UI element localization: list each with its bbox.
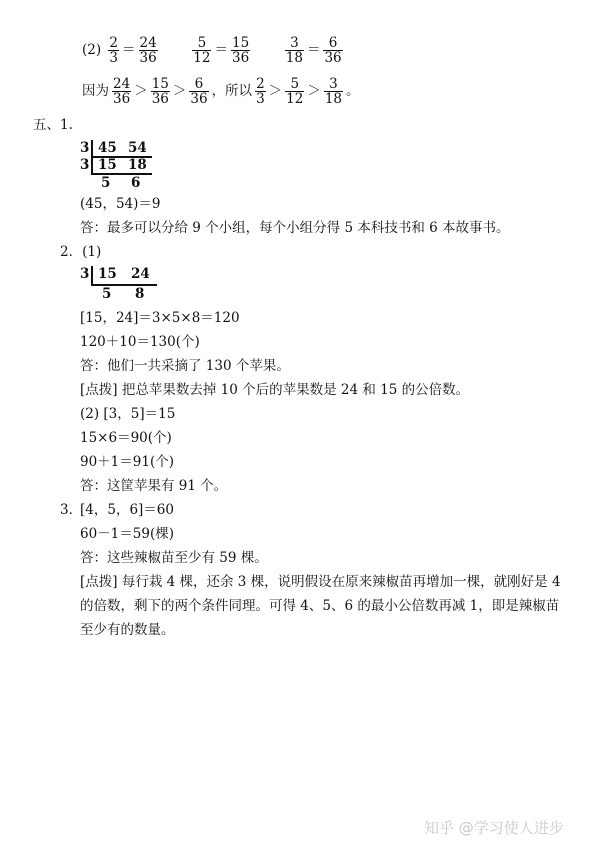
answer-text: 答：这些辣椒苗至少有 59 棵。 (80, 550, 268, 566)
divisor: 3 (80, 140, 90, 156)
quotient: 8 (135, 286, 145, 302)
text-line: 60－1＝59(棵) (80, 526, 174, 542)
hint-text: 的倍数，剩下的两个条件同理。可得 4、5、6 的最小公倍数再减 1，即是辣椒苗 (80, 598, 560, 614)
remainder: 6 (131, 175, 141, 191)
dividend: 24 (131, 266, 150, 282)
fraction: $\frac{15}{36}$ (231, 35, 250, 67)
part2-fraction-row: (2) $\frac{2}{3}$ ＝ $\frac{24}{36}$ $\frac{5}{12}$ ＝ $\frac{15}{36}$ $\frac{3}{18}$ ＝ $\frac{6}{36}$ (82, 35, 342, 67)
text-line: [4，5，6]＝60 (80, 502, 174, 518)
quotient: 15 (98, 157, 117, 173)
fraction: $\frac{6}{36}$ (190, 76, 208, 108)
hint-text: [点拨] 把总苹果数去掉 10 个后的苹果数是 24 和 15 的公倍数。 (80, 382, 470, 398)
text-line: 90＋1＝91(个) (80, 454, 174, 470)
quotient: 18 (128, 157, 147, 173)
part2-label: (2) (82, 41, 102, 58)
remainder: 5 (101, 175, 111, 191)
answer-text: 答：这筐苹果有 91 个。 (80, 478, 228, 494)
dividend: 45 (98, 140, 117, 156)
division-bar-vertical (91, 140, 93, 156)
question-label: 3． (60, 502, 83, 518)
divisor: 3 (80, 157, 90, 173)
section-heading: 五、1. (33, 117, 73, 133)
fraction: $\frac{24}{36}$ (139, 35, 157, 67)
fraction: $\frac{2}{3}$ (109, 35, 119, 67)
answer-text: 答：他们一共采摘了 130 个苹果。 (80, 358, 290, 374)
answer-text: 答：最多可以分给 9 个小组，每个小组分得 5 本科技书和 6 本故事书。 (80, 220, 510, 236)
part2-comparison-line: 因为 $\frac{24}{36}$ ＞ $\frac{15}{36}$ ＞ $\frac{6}{36}$ ，所以 $\frac{2}{3}$ ＞ $\frac{5}{12}$ ＞ $\frac{3}{18}$ 。 (82, 76, 360, 108)
fraction: $\frac{24}{36}$ (113, 76, 131, 108)
fraction: $\frac{5}{12}$ (193, 35, 211, 67)
division-bar-vertical (91, 266, 93, 284)
text-line: 15×6＝90(个) (80, 430, 172, 446)
fraction: $\frac{2}{3}$ (256, 76, 265, 108)
fraction: $\frac{6}{36}$ (324, 35, 342, 67)
dividend: 15 (98, 266, 117, 282)
fraction: $\frac{3}{18}$ (324, 76, 343, 108)
fraction: $\frac{5}{12}$ (286, 76, 304, 108)
division-bar-horizontal (91, 284, 157, 286)
hint-text: 至少有的数量。 (80, 622, 175, 638)
divisor: 3 (80, 266, 90, 282)
division-bar-vertical (91, 157, 93, 173)
text-line: (2) [3，5]＝15 (80, 406, 176, 422)
fraction: $\frac{3}{18}$ (285, 35, 303, 67)
dividend: 54 (128, 140, 147, 156)
question-label: 2．(1) (60, 244, 102, 260)
watermark: 知乎 @学习使人进步 (424, 819, 564, 837)
fraction: $\frac{15}{36}$ (151, 76, 169, 108)
text-line: 120＋10＝130(个) (80, 334, 200, 350)
text-line: [15，24]＝3×5×8＝120 (80, 310, 240, 326)
gcd-line: (45，54)＝9 (80, 196, 161, 212)
hint-text: [点拨] 每行栽 4 棵，还余 3 棵，说明假设在原来辣椒苗再增加一棵，就刚好是 4 (80, 574, 561, 590)
quotient: 5 (102, 286, 112, 302)
